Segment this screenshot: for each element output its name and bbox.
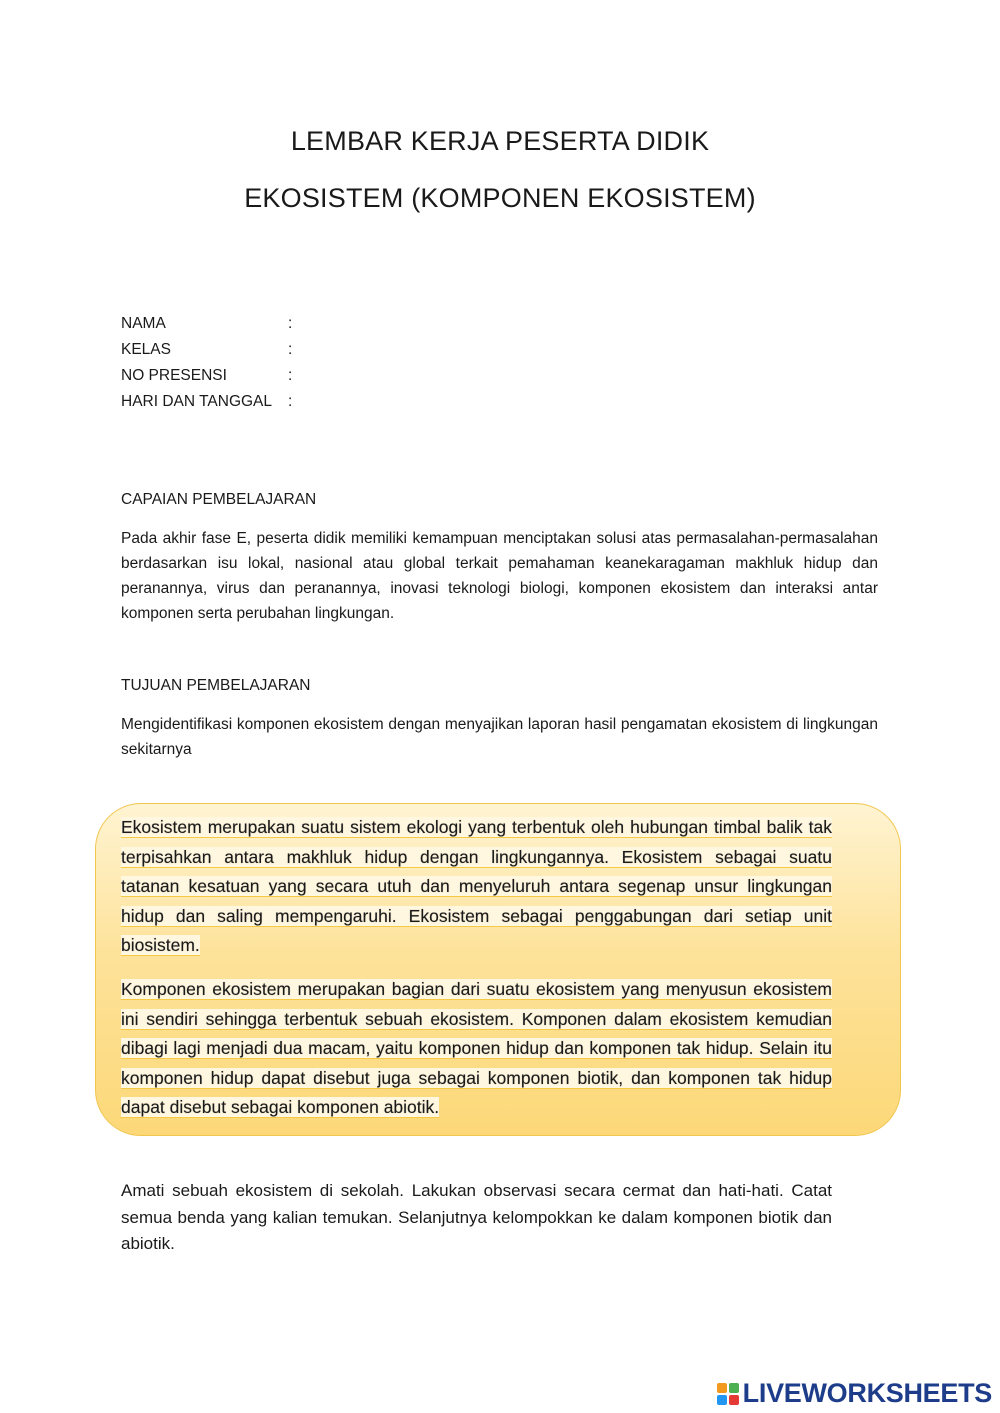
logo-tile-v — [717, 1395, 727, 1405]
identity-fields — [121, 311, 298, 415]
identity-row-hari-tanggal — [121, 389, 298, 415]
capaian-text: Pada akhir fase E, peserta didik memiliki kemampuan menciptakan solusi atas permasalahan-permasalahan berdasarkan isu lokal, nasional atau global terkait pemahaman keanekaragaman makhluk hidup dan peranannya, virus dan peranannya, inovasi teknologi biologi, komponen ekosistem dan interaksi antar komponen serta perubahan lingkungan. — [121, 530, 878, 622]
info-paragraph-ekosistem — [121, 813, 832, 961]
worksheet-subtitle: EKOSISTEM (KOMPONEN EKOSISTEM) — [244, 183, 756, 213]
liveworksheets-logo[interactable] — [717, 1378, 992, 1409]
identity-label: KELAS — [121, 341, 171, 358]
identity-colon: : — [288, 315, 293, 332]
logo-text: LIVEWORKSHEETS — [742, 1378, 992, 1408]
logo-tile-i — [729, 1383, 739, 1393]
instruction-text: Amati sebuah ekosistem di sekolah. Lakukan observasi secara cermat dan hati-hati. Catat semua benda yang kalian temukan. Selanjutnya kelompokkan ke dalam komponen biotik dan abiotik. — [121, 1181, 832, 1253]
identity-row-no-presensi — [121, 363, 298, 389]
logo-tiles-icon — [717, 1383, 739, 1405]
worksheet-title: LEMBAR KERJA PESERTA DIDIK — [290, 126, 710, 156]
identity-colon: : — [288, 341, 293, 358]
tujuan-heading: TUJUAN PEMBELAJARAN — [121, 677, 311, 694]
identity-colon: : — [288, 393, 293, 410]
identity-row-nama — [121, 311, 298, 337]
logo-tile-e — [729, 1395, 739, 1405]
capaian-heading: CAPAIAN PEMBELAJARAN — [121, 491, 317, 508]
identity-row-kelas — [121, 337, 298, 363]
logo-tile-l — [717, 1383, 727, 1393]
identity-label: HARI DAN TANGGAL — [121, 393, 273, 410]
identity-colon: : — [288, 367, 293, 384]
identity-label: NAMA — [121, 315, 166, 332]
tujuan-text: Mengidentifikasi komponen ekosistem dengan menyajikan laporan hasil pengamatan ekosistem di lingkungan sekitarnya — [121, 716, 878, 758]
highlighted-text: Komponen ekosistem merupakan bagian dari suatu ekosistem yang menyusun ekosistem ini sendiri sehingga terbentuk sebuah ekosistem. Komponen dalam ekosistem kemudian dibagi lagi menjadi dua macam, yaitu komponen hidup dan komponen tak hidup. Selain itu komponen hidup dapat disebut juga sebagai komponen biotik, dan komponen tak hidup dapat disebut sebagai komponen abiotik. — [121, 979, 832, 1118]
identity-label: NO PRESENSI — [121, 367, 227, 384]
info-paragraph-komponen — [121, 975, 832, 1123]
highlighted-text: Ekosistem merupakan suatu sistem ekologi yang terbentuk oleh hubungan timbal balik tak terpisahkan antara makhluk hidup dengan lingkungannya. Ekosistem sebagai suatu tatanan kesatuan yang secara utuh dan menyeluruh antara segenap unsur lingkungan hidup dan saling mempengaruhi. Ekosistem sebagai penggabungan dari setiap unit biosistem. — [121, 817, 832, 956]
